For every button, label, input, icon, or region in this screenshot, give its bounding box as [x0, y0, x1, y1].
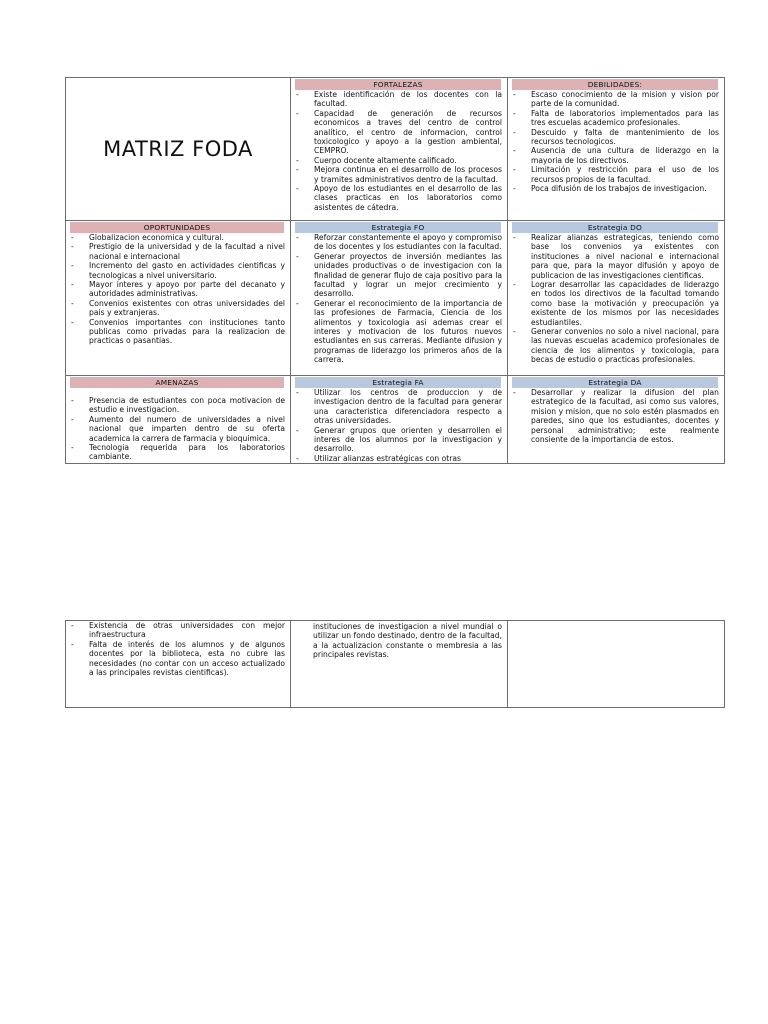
list-item: - Convenios importantes con instituciones tanto publicas como privadas para la realizacion de practicas o pasantias. [71, 318, 285, 346]
list-item: - Prestigio de la universidad y de la facultad a nivel nacional e internacional [71, 242, 285, 261]
list-item: - Globalizacion economica y cultural. [71, 233, 285, 242]
amenazas-list [66, 396, 290, 462]
estrategia-da-header: Estrategia DA [512, 377, 718, 388]
list-item: - Presencia de estudiantes con poca motivacion de estudio e investigacion. [71, 396, 285, 415]
estrategia-da-list [508, 388, 724, 444]
list-item: - Aumento del numero de universidades a nivel nacional que imparten dentro de su oferta academica la carrera de farmacia y bioquimica. [71, 415, 285, 443]
list-item: - Apoyo de los estudiantes en el desarrollo de las clases practicas en los laboratorios como asistentes de cátedra. [296, 184, 502, 212]
list-item: - Generar grupos que orienten y desarrollen el interes de los alumnos por la investigacion y desarrollo. [296, 426, 502, 454]
list-item: - Lograr desarrollar las capacidades de liderazgo en todos los directivos de la facultad tomando como base la motivación y preocupación ya existente de los mismos por las necesidades estudiantiles. [513, 280, 719, 327]
amenazas-cell [66, 376, 291, 464]
amenazas-header: AMENAZAS [70, 377, 284, 388]
debilidades-header: DEBILIDADES: [512, 79, 718, 90]
swot-matrix-continuation-table [65, 620, 725, 708]
estrategia-fo-cell [291, 221, 508, 376]
debilidades-cell [508, 78, 725, 221]
oportunidades-list [66, 233, 290, 346]
list-item: - Utilizar alianzas estratégicas con otras [296, 454, 502, 463]
fortalezas-list [291, 90, 507, 212]
list-item: - Limitación y restricción para el uso de los recursos propios de la facultad. [513, 165, 719, 184]
oportunidades-cell [66, 221, 291, 376]
list-item: - Falta de laboratorios implementados para las tres escuelas academico profesionales. [513, 109, 719, 128]
title-cell [66, 78, 291, 221]
matrix-title: MATRIZ FODA [103, 137, 253, 161]
list-item: - Ausencia de una cultura de liderazgo en la mayoria de los directivos. [513, 146, 719, 165]
estrategia-do-header: Estrategia DO [512, 222, 718, 233]
fortalezas-header: FORTALEZAS [295, 79, 501, 90]
estrategia-fa-continuation-text: instituciones de investigacion a nivel mundial o utilizar un fondo destinado, dentro de la facultad, a la actualizacion constante o membresia a las principales revistas. [313, 622, 502, 660]
estrategia-fa-list [291, 388, 507, 463]
estrategia-fa-continuation-cell [291, 621, 508, 708]
list-item: - Existencia de otras universidades con mejor infraestructura [71, 621, 285, 640]
estrategia-da-cell [508, 376, 725, 464]
list-item: - Mayor interes y apoyo por parte del decanato y autoridades administrativas. [71, 280, 285, 299]
list-item: - Poca difusión de los trabajos de investigacion. [513, 184, 719, 193]
debilidades-list [508, 90, 724, 193]
list-item: - Generar convenios no solo a nivel nacional, para las nuevas escuelas academico profesionales de ciencia de los alimentos y toxicologia, para becas de estudio o practicas profesionales. [513, 327, 719, 365]
list-item: - Cuerpo docente altamente calificado. [296, 156, 502, 165]
estrategia-da-continuation-cell [508, 621, 725, 708]
list-item: - Generar proyectos de inversión mediantes las unidades productivas o de investigacion con la finalidad de generar flujo de caja positivo para la facultad y lograr un mejor crecimiento y desarrollo. [296, 252, 502, 299]
list-item: - Escaso conocimiento de la mision y vision por parte de la comunidad. [513, 90, 719, 109]
list-item: - Incremento del gasto en actividades cientificas y tecnologicas a nivel universitario. [71, 261, 285, 280]
list-item: - Existe identificación de los docentes con la facultad. [296, 90, 502, 109]
fortalezas-cell [291, 78, 508, 221]
list-item: - Tecnologia requerida para los laboratorios cambiante. [71, 443, 285, 462]
estrategia-fa-cell [291, 376, 508, 464]
estrategia-do-cell [508, 221, 725, 376]
list-item: - Convenios existentes con otras universidades del pais y extranjeras. [71, 299, 285, 318]
oportunidades-header: OPORTUNIDADES [70, 222, 284, 233]
list-item: - Capacidad de generación de recursos economicos a traves del centro de control analítico, el centro de informacion, control toxicologico y apoyo a la gestion ambiental, CEMPRO. [296, 109, 502, 156]
list-item: - Realizar alianzas estrategicas, teniendo como base los convenios ya existentes con instituciones a nivel nacional e internacional para que, para la mayor difusión y apoyo de publicacion de las investigaciones cientificas. [513, 233, 719, 280]
list-item: - Desarrollar y realizar la difusion del plan estrategico de la facultad, asi como sus valores, mision y mision, que no solo estén plasmados en paredes, sino que los estudiantes, docentes y personal administrativo; este realmente consiente de la importancia de estos. [513, 388, 719, 444]
list-item: - Reforzar constantemente el apoyo y compromiso de los docentes y los estudiantes con la facultad. [296, 233, 502, 252]
estrategia-do-list [508, 233, 724, 365]
amenazas-continuation-list [66, 621, 290, 677]
estrategia-fo-header: Estrategia FO [295, 222, 501, 233]
swot-matrix-table [65, 77, 725, 464]
list-item: - Falta de interés de los alumnos y de algunos docentes por la biblioteca, esta no cubre las necesidades (no contar con un acceso actualizado a las principales revistas cientificas). [71, 640, 285, 678]
list-item: - Descuido y falta de mantenimiento de los recursos tecnologicos. [513, 128, 719, 147]
list-item: - Utilizar los centros de produccion y de investigacion dentro de la facultad para generar una caracteristica diferenciadora respecto a otras universidades. [296, 388, 502, 426]
amenazas-continuation-cell [66, 621, 291, 708]
estrategia-fa-header: Estrategia FA [295, 377, 501, 388]
estrategia-fo-list [291, 233, 507, 365]
list-item: - Generar el reconocimiento de la importancia de las profesiones de Farmacia, Ciencia de los alimentos y toxicologia asi ademas crear el interes y motivacion de los futuros nuevos estudiantes en sus carreras. Mediante difusion y programas de liderazgo los primeros años de la carrera. [296, 299, 502, 365]
list-item: - Mejora continua en el desarrollo de los procesos y tramites administrativos dentro de la facultad. [296, 165, 502, 184]
